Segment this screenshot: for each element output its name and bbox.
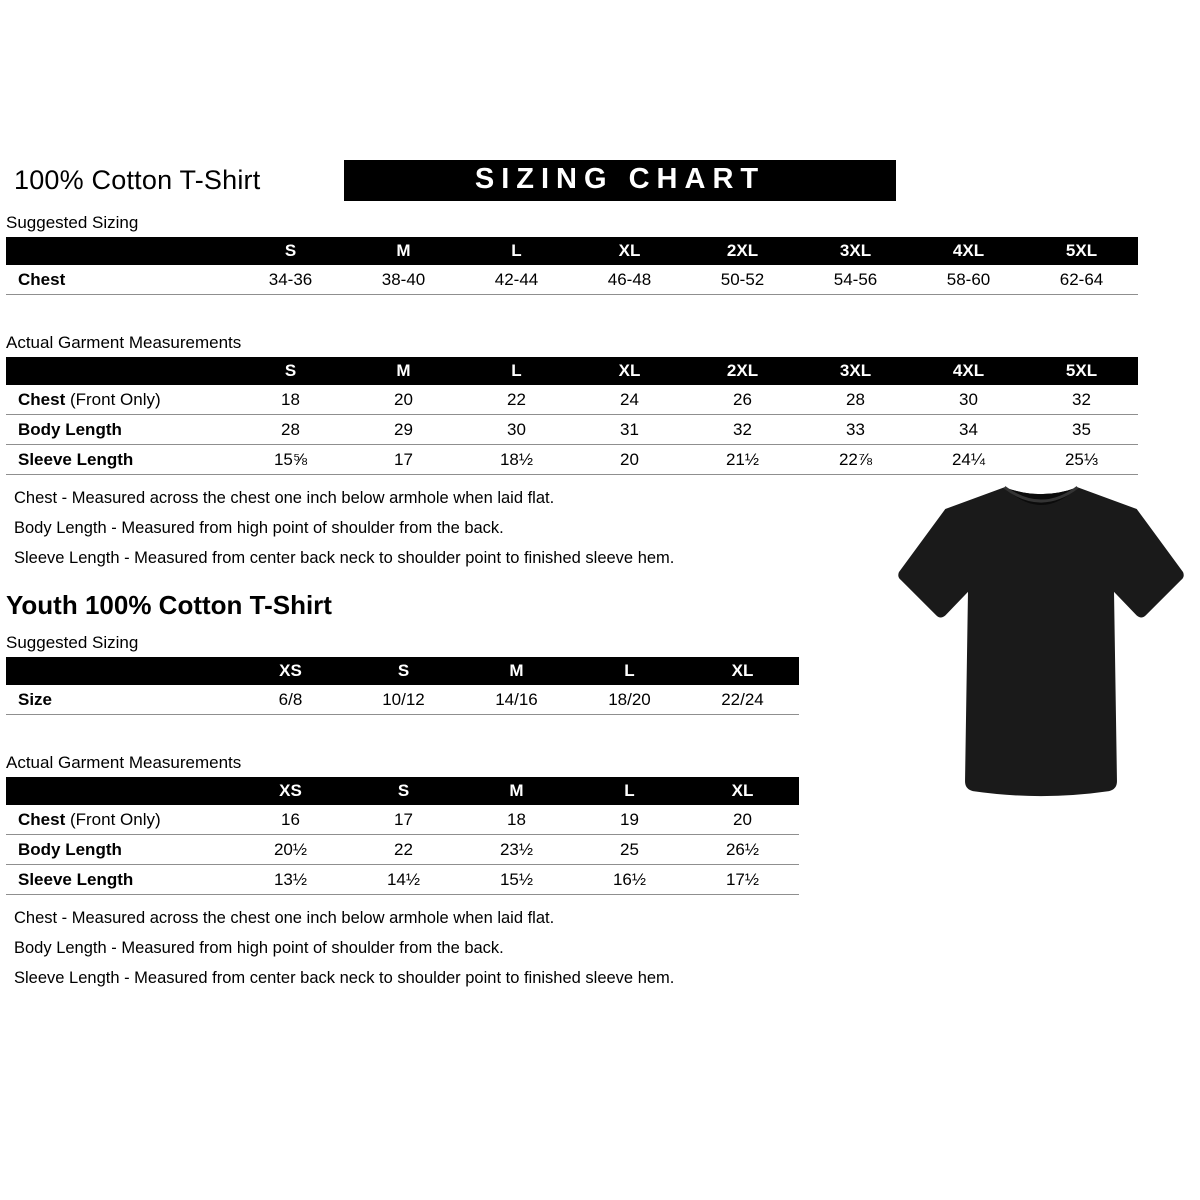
adult-actual-measurements-table [6, 357, 1138, 475]
size-value-cell: 20½ [234, 835, 347, 865]
size-value-cell: 6/8 [234, 685, 347, 715]
size-value-cell: 35 [1025, 415, 1138, 445]
tshirt-graphic [893, 470, 1189, 838]
size-column-header: 3XL [799, 357, 912, 385]
youth-measurement-notes [14, 909, 1146, 988]
size-value-cell: 18½ [460, 445, 573, 475]
row-label: Chest [6, 265, 234, 295]
size-value-cell: 29 [347, 415, 460, 445]
note-line: Chest - Measured across the chest one inch below armhole when laid flat. [14, 489, 555, 507]
size-value-cell: 32 [686, 415, 799, 445]
row-label: Body Length [6, 415, 234, 445]
adult-suggested-sizing-label: Suggested Sizing [6, 213, 139, 232]
row-label: Chest (Front Only) [6, 805, 234, 835]
row-label: Sleeve Length [6, 445, 234, 475]
adult-header-row [6, 160, 1146, 201]
size-value-cell: 20 [347, 385, 460, 415]
size-value-cell: 13½ [234, 865, 347, 895]
corner-cell [6, 357, 234, 385]
size-value-cell: 46-48 [573, 265, 686, 295]
youth-suggested-sizing-label: Suggested Sizing [6, 633, 139, 652]
size-column-header: L [460, 237, 573, 265]
size-column-header: 3XL [799, 237, 912, 265]
size-value-cell: 17 [347, 445, 460, 475]
size-column-header: L [573, 777, 686, 805]
size-value-cell: 22/24 [686, 685, 799, 715]
size-value-cell: 14/16 [460, 685, 573, 715]
size-value-cell: 16½ [573, 865, 686, 895]
sizing-chart-banner: SIZING CHART [344, 160, 896, 201]
corner-cell [6, 237, 234, 265]
tshirt-body [898, 487, 1183, 796]
size-value-cell: 23½ [460, 835, 573, 865]
size-column-header: XL [686, 657, 799, 685]
size-value-cell: 22⅞ [799, 445, 912, 475]
size-column-header: M [347, 357, 460, 385]
size-value-cell: 22 [460, 385, 573, 415]
size-column-header: M [460, 777, 573, 805]
size-value-cell: 50-52 [686, 265, 799, 295]
table-row [6, 805, 799, 835]
size-column-header: S [347, 777, 460, 805]
table-row [6, 685, 799, 715]
adult-suggested-sizing-table [6, 237, 1138, 295]
size-value-cell: 10/12 [347, 685, 460, 715]
tshirt-image [893, 470, 1189, 838]
size-column-header: XL [573, 237, 686, 265]
size-column-header: S [234, 357, 347, 385]
youth-actual-measurements-label: Actual Garment Measurements [6, 753, 242, 772]
size-value-cell: 17 [347, 805, 460, 835]
adult-title: 100% Cotton T-Shirt [14, 165, 261, 195]
size-column-header: L [573, 657, 686, 685]
size-column-header: M [460, 657, 573, 685]
size-column-header: S [347, 657, 460, 685]
size-value-cell: 18 [234, 385, 347, 415]
size-column-header: 4XL [912, 357, 1025, 385]
corner-cell [6, 777, 234, 805]
size-value-cell: 14½ [347, 865, 460, 895]
size-value-cell: 15⅝ [234, 445, 347, 475]
table-header-row [6, 777, 799, 805]
size-value-cell: 18 [460, 805, 573, 835]
note-line: Body Length - Measured from high point of shoulder from the back. [14, 519, 504, 537]
table-row [6, 265, 1138, 295]
youth-title: Youth 100% Cotton T-Shirt [6, 590, 332, 620]
size-column-header: L [460, 357, 573, 385]
adult-actual-measurements-label: Actual Garment Measurements [6, 333, 242, 352]
size-column-header: S [234, 237, 347, 265]
table-header-row [6, 657, 799, 685]
size-value-cell: 26 [686, 385, 799, 415]
size-value-cell: 30 [912, 385, 1025, 415]
table-row [6, 835, 799, 865]
size-value-cell: 34 [912, 415, 1025, 445]
size-column-header: XS [234, 657, 347, 685]
table-row [6, 415, 1138, 445]
size-value-cell: 17½ [686, 865, 799, 895]
row-label: Size [6, 685, 234, 715]
size-value-cell: 54-56 [799, 265, 912, 295]
size-value-cell: 58-60 [912, 265, 1025, 295]
size-value-cell: 30 [460, 415, 573, 445]
size-value-cell: 28 [799, 385, 912, 415]
row-label: Chest (Front Only) [6, 385, 234, 415]
size-value-cell: 16 [234, 805, 347, 835]
table-row [6, 865, 799, 895]
size-column-header: XL [686, 777, 799, 805]
size-value-cell: 15½ [460, 865, 573, 895]
table-header-row [6, 357, 1138, 385]
size-column-header: 2XL [686, 237, 799, 265]
size-value-cell: 19 [573, 805, 686, 835]
size-value-cell: 25 [573, 835, 686, 865]
size-column-header: 2XL [686, 357, 799, 385]
size-value-cell: 38-40 [347, 265, 460, 295]
size-value-cell: 25⅓ [1025, 445, 1138, 475]
size-value-cell: 18/20 [573, 685, 686, 715]
size-value-cell: 31 [573, 415, 686, 445]
corner-cell [6, 657, 234, 685]
row-label: Body Length [6, 835, 234, 865]
size-value-cell: 42-44 [460, 265, 573, 295]
size-value-cell: 62-64 [1025, 265, 1138, 295]
size-value-cell: 20 [573, 445, 686, 475]
size-column-header: 4XL [912, 237, 1025, 265]
youth-suggested-sizing-table [6, 657, 799, 715]
youth-actual-measurements-table [6, 777, 799, 895]
note-line: Body Length - Measured from high point of shoulder from the back. [14, 939, 504, 957]
row-label: Sleeve Length [6, 865, 234, 895]
size-value-cell: 21½ [686, 445, 799, 475]
size-column-header: XS [234, 777, 347, 805]
note-line: Chest - Measured across the chest one inch below armhole when laid flat. [14, 909, 555, 927]
size-value-cell: 32 [1025, 385, 1138, 415]
size-value-cell: 20 [686, 805, 799, 835]
table-row [6, 385, 1138, 415]
size-value-cell: 33 [799, 415, 912, 445]
size-column-header: XL [573, 357, 686, 385]
size-value-cell: 24 [573, 385, 686, 415]
size-column-header: 5XL [1025, 357, 1138, 385]
size-value-cell: 26½ [686, 835, 799, 865]
note-line: Sleeve Length - Measured from center back neck to shoulder point to finished sleeve hem. [14, 969, 675, 987]
size-column-header: M [347, 237, 460, 265]
size-column-header: 5XL [1025, 237, 1138, 265]
size-value-cell: 24¼ [912, 445, 1025, 475]
size-value-cell: 22 [347, 835, 460, 865]
note-line: Sleeve Length - Measured from center back neck to shoulder point to finished sleeve hem. [14, 549, 675, 567]
table-header-row [6, 237, 1138, 265]
size-value-cell: 34-36 [234, 265, 347, 295]
size-value-cell: 28 [234, 415, 347, 445]
